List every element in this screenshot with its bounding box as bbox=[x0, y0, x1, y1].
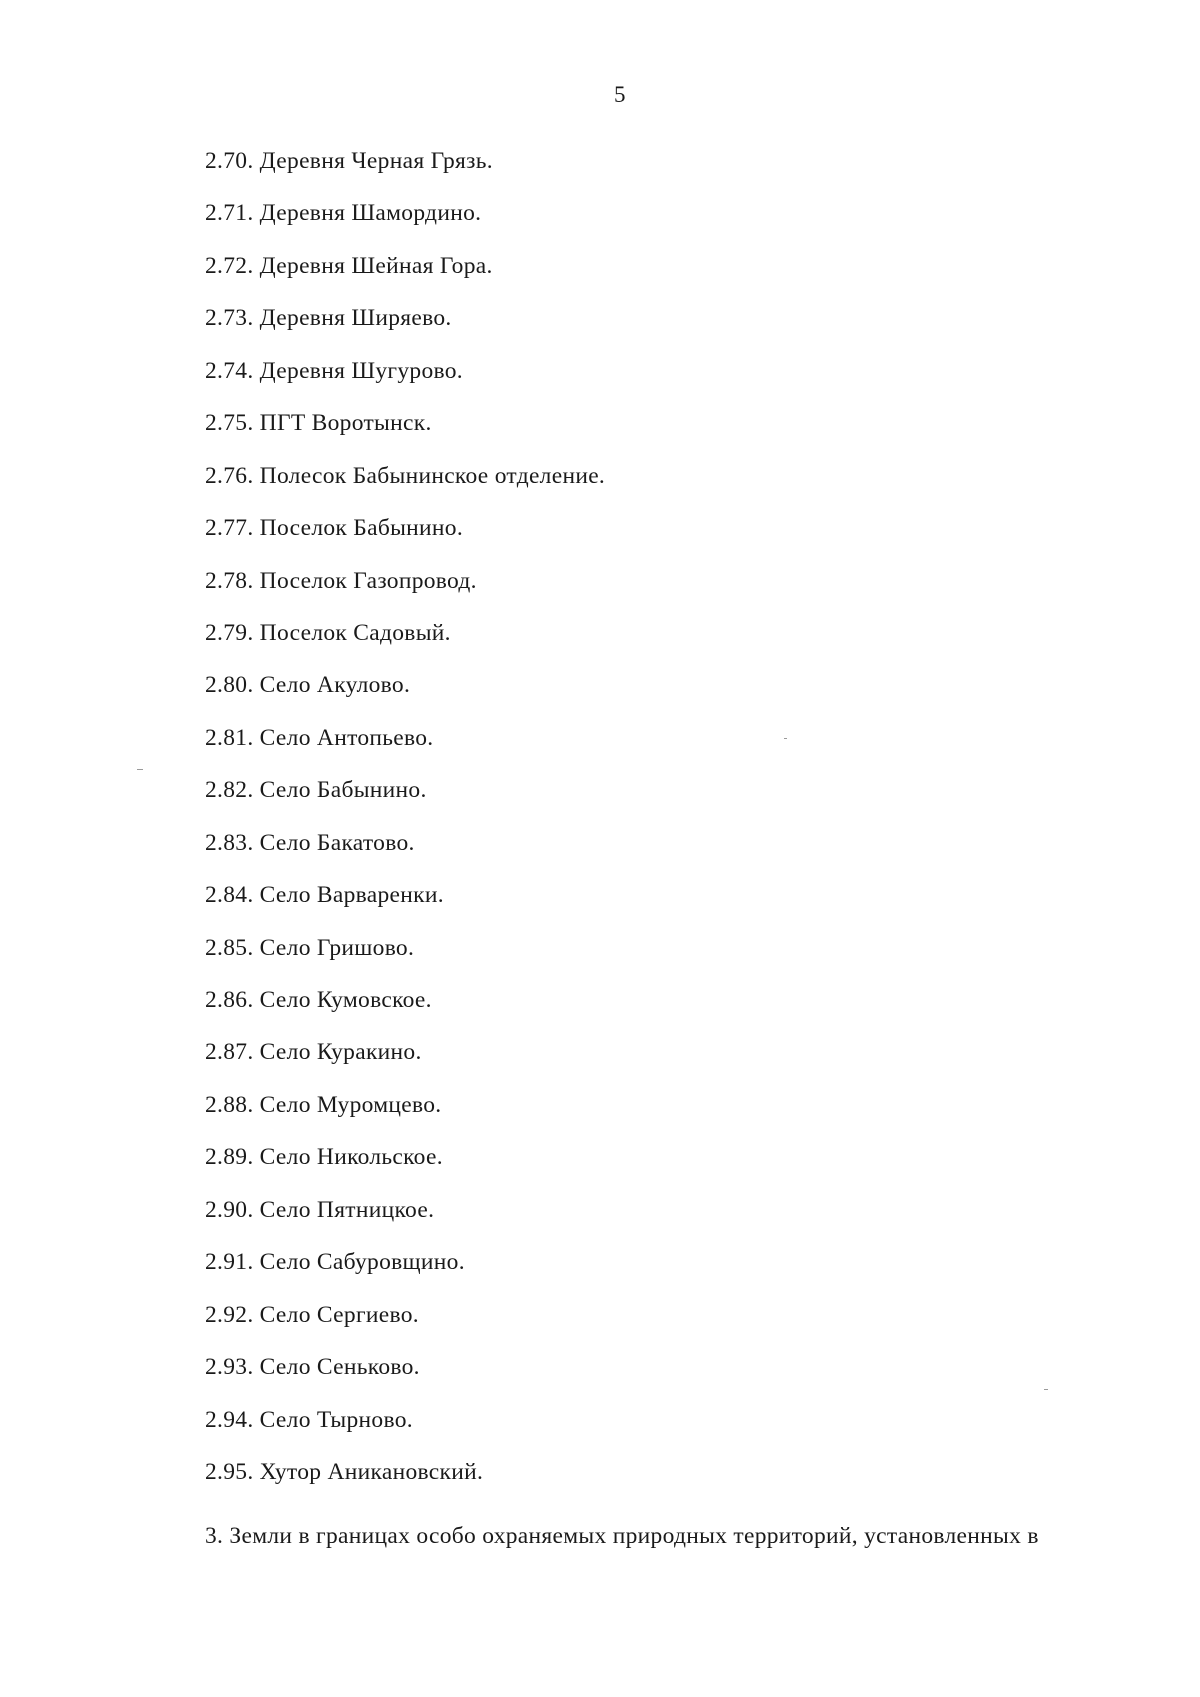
list-item: 2.72. Деревня Шейная Гора. bbox=[205, 252, 493, 279]
list-item: 2.82. Село Бабынино. bbox=[205, 777, 427, 804]
list-item: 2.86. Село Кумовское. bbox=[205, 987, 432, 1013]
scan-speck bbox=[1044, 1389, 1048, 1390]
list-item: 2.78. Поселок Газопровод. bbox=[205, 567, 477, 594]
scan-speck bbox=[784, 738, 787, 739]
list-item: 2.70. Деревня Черная Грязь. bbox=[205, 148, 493, 174]
list-item: 2.73. Деревня Ширяево. bbox=[205, 305, 452, 332]
list-item: 2.90. Село Пятницкое. bbox=[205, 1196, 435, 1223]
list-item: 2.95. Хутор Аникановский. bbox=[205, 1458, 484, 1485]
section-3-paragraph: 3. Земли в границах особо охраняемых природных территорий, установленных в bbox=[205, 1523, 1039, 1549]
list-item: 2.91. Село Сабуровщино. bbox=[205, 1249, 465, 1276]
list-item: 2.81. Село Антопьево. bbox=[205, 724, 434, 751]
list-item: 2.88. Село Муромцево. bbox=[205, 1091, 442, 1118]
page-number: 5 bbox=[614, 82, 626, 107]
list-item: 2.74. Деревня Шугурово. bbox=[205, 357, 463, 384]
scan-speck bbox=[137, 769, 143, 770]
list-item: 2.87. Село Куракино. bbox=[205, 1039, 422, 1066]
list-item: 2.77. Поселок Бабынино. bbox=[205, 515, 464, 542]
list-item: 2.75. ПГТ Воротынск. bbox=[205, 410, 432, 437]
list-item: 2.76. Полесок Бабынинское отделение. bbox=[205, 462, 606, 489]
list-item: 2.92. Село Сергиево. bbox=[205, 1301, 419, 1328]
list-item: 2.94. Село Тырново. bbox=[205, 1406, 413, 1433]
list-item: 2.71. Деревня Шамордино. bbox=[205, 200, 482, 227]
list-item: 2.84. Село Варваренки. bbox=[205, 882, 444, 909]
settlement-list bbox=[205, 148, 605, 1511]
list-item: 2.80. Село Акулово. bbox=[205, 672, 411, 699]
list-item: 2.89. Село Никольское. bbox=[205, 1144, 443, 1171]
list-item: 2.93. Село Сеньково. bbox=[205, 1354, 420, 1381]
list-item: 2.79. Поселок Садовый. bbox=[205, 619, 451, 646]
list-item: 2.85. Село Гришово. bbox=[205, 934, 415, 961]
list-item: 2.83. Село Бакатово. bbox=[205, 829, 415, 856]
